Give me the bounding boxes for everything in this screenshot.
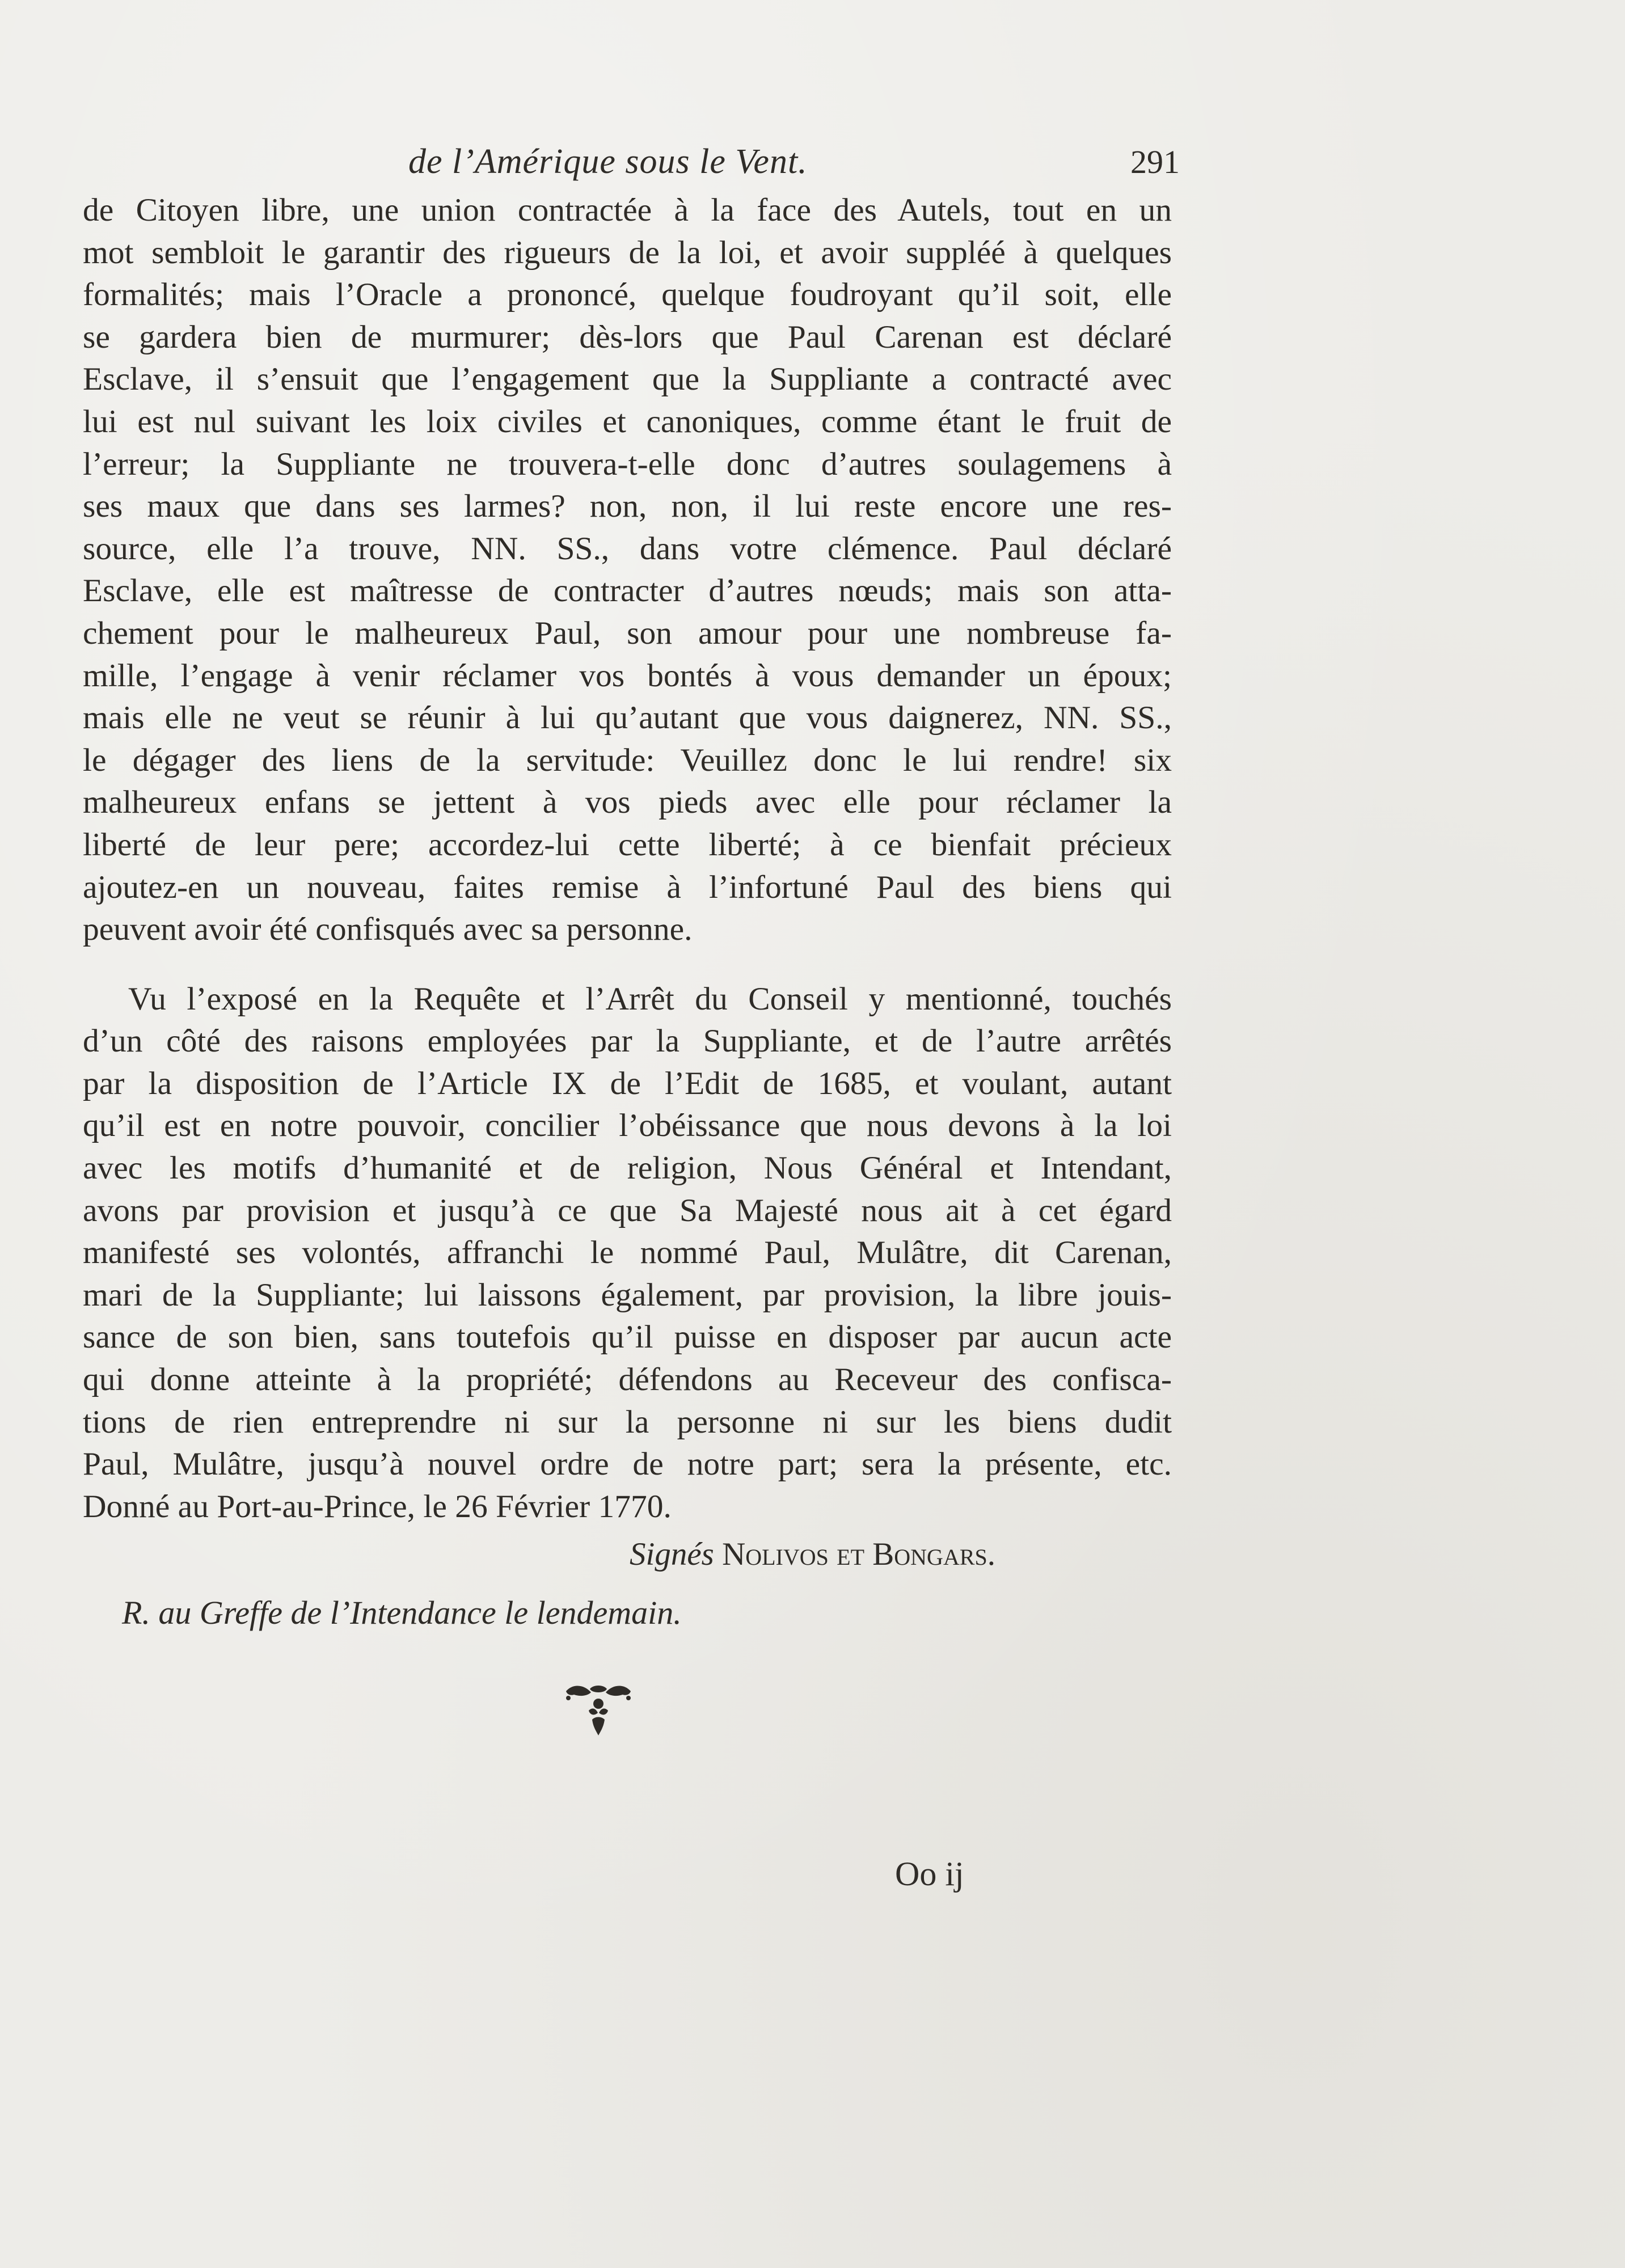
text-line: source, elle l’a trouve, NN. SS., dans votre clémence. Paul déclaré — [83, 530, 1172, 567]
text-line: Vu l’exposé en la Requête et l’Arrêt du Conseil y mentionné, touchés — [128, 981, 1172, 1017]
text-line: le dégager des liens de la servitude: Veuillez donc le lui rendre! six — [83, 742, 1172, 778]
text-line: manifesté ses volontés, affranchi le nommé Paul, Mulâtre, dit Carenan, — [83, 1235, 1172, 1271]
text-line: qui donne atteinte à la propriété; défendons au Receveur des confisca- — [83, 1362, 1172, 1398]
text-line: de Citoyen libre, une union contractée à la face des Autels, tout en un — [83, 192, 1172, 228]
text-line: Esclave, elle est maîtresse de contracter d’autres nœuds; mais son atta- — [83, 573, 1172, 609]
paragraph-petition — [83, 189, 1172, 951]
text-line: l’erreur; la Suppliante ne trouvera-t-elle donc d’autres soulagemens à — [83, 446, 1172, 482]
text-line: mari de la Suppliante; lui laissons également, par provision, la libre jouis- — [83, 1277, 1172, 1313]
text-line: Paul, Mulâtre, jusqu’à nouvel ordre de notre part; sera la présente, etc. — [83, 1446, 1172, 1483]
text-line: peuvent avoir été confisqués avec sa personne. — [83, 911, 693, 948]
paragraph-decision — [83, 978, 1172, 1528]
page-number: 291 — [1130, 143, 1180, 180]
running-head: de l’Amérique sous le Vent. — [408, 142, 808, 181]
text-line: se gardera bien de murmurer; dès-lors que Paul Carenan est déclaré — [83, 319, 1172, 355]
text-line: Esclave, il s’ensuit que l’engagement que la Suppliante a contracté avec — [83, 361, 1172, 398]
text-line: tions de rien entreprendre ni sur la personne ni sur les biens dudit — [83, 1404, 1172, 1440]
text-line: par la disposition de l’Article IX de l’Edit de 1685, et voulant, autant — [83, 1065, 1172, 1101]
fleuron-ornament-icon — [562, 1679, 635, 1741]
registry-note: R. au Greffe de l’Intendance le lendemain. — [122, 1594, 682, 1631]
text-line: d’un côté des raisons employées par la Suppliante, et de l’autre arrêtés — [83, 1023, 1172, 1059]
signature-prefix: Signés — [630, 1536, 714, 1572]
text-line: sance de son bien, sans toutefois qu’il puisse en disposer par aucun acte — [83, 1319, 1172, 1355]
signature-line — [630, 1536, 995, 1573]
text-line: mais elle ne veut se réunir à lui qu’autant que vous daignerez, NN. SS., — [83, 700, 1172, 736]
text-line: formalités; mais l’Oracle a prononcé, quelque foudroyant qu’il soit, elle — [83, 277, 1172, 313]
body-text — [83, 189, 1172, 1528]
paragraph-gap — [83, 951, 1172, 978]
signature-names: Nolivos et Bongars. — [722, 1536, 996, 1572]
text-line: malheureux enfans se jettent à vos pieds avec elle pour réclamer la — [83, 784, 1172, 821]
text-line: lui est nul suivant les loix civiles et canoniques, comme étant le fruit de — [83, 403, 1172, 440]
text-line: liberté de leur pere; accordez-lui cette liberté; à ce bienfait précieux — [83, 826, 1172, 863]
text-line: mille, l’engage à venir réclamer vos bontés à vous demander un époux; — [83, 657, 1172, 694]
signature-mark: Oo ij — [895, 1855, 964, 1893]
page-header — [85, 142, 1180, 193]
text-line: avec les motifs d’humanité et de religion, Nous Général et Intendant, — [83, 1150, 1172, 1186]
text-line: ajoutez-en un nouveau, faites remise à l’infortuné Paul des biens qui — [83, 869, 1172, 905]
text-line: chement pour le malheureux Paul, son amour pour une nombreuse fa- — [83, 615, 1172, 651]
text-line: mot sembloit le garantir des rigueurs de la loi, et avoir suppléé à quelques — [83, 234, 1172, 271]
text-line: ses maux que dans ses larmes? non, non, il lui reste encore une res- — [83, 488, 1172, 525]
text-line: Donné au Port-au-Prince, le 26 Février 1770. — [83, 1488, 672, 1524]
text-line: avons par provision et jusqu’à ce que Sa Majesté nous ait à cet égard — [83, 1192, 1172, 1228]
text-line: qu’il est en notre pouvoir, concilier l’obéissance que nous devons à la loi — [83, 1108, 1172, 1144]
